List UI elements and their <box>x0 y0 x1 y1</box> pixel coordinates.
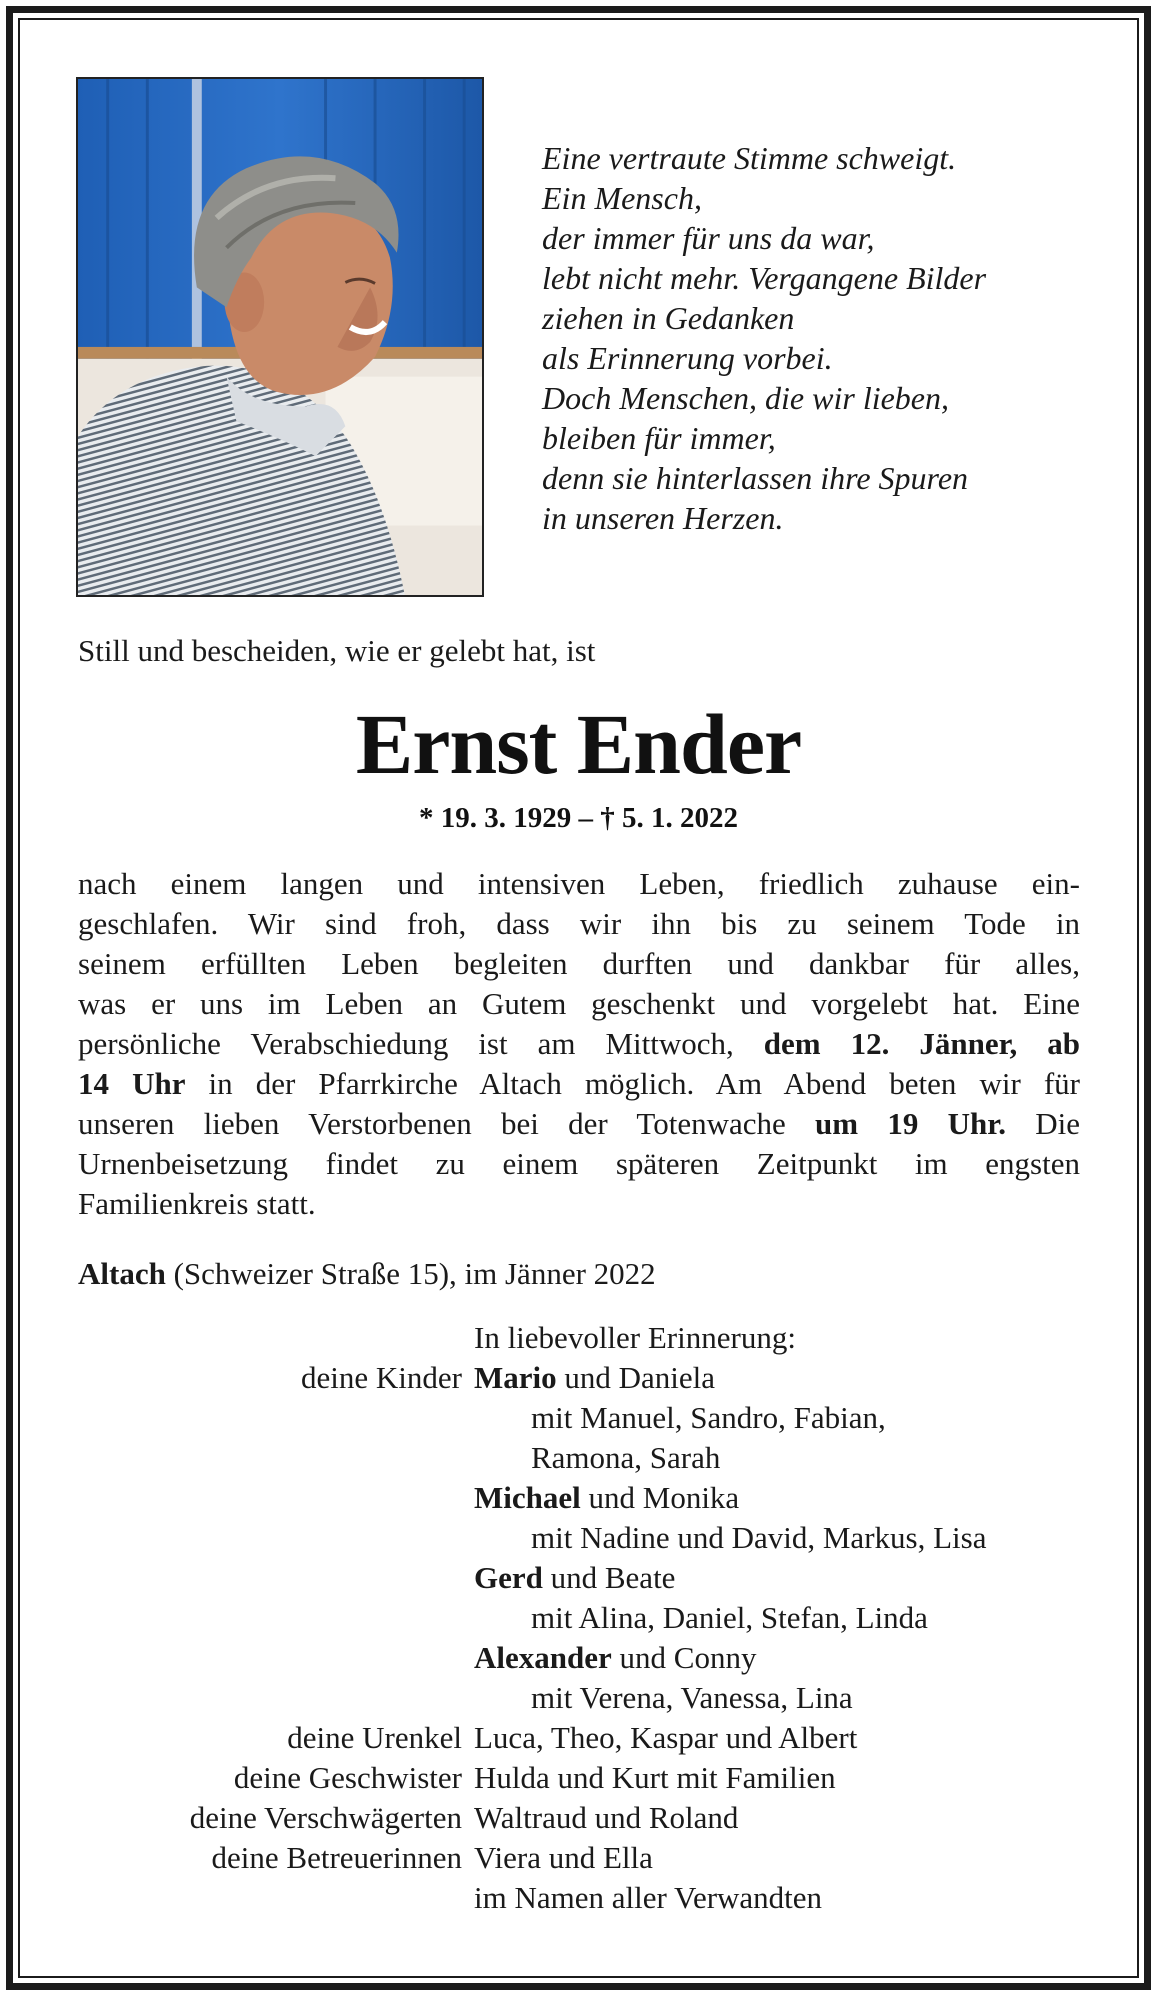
family-row <box>0 1558 1157 1598</box>
closing-line: im Namen aller Verwandten <box>474 1880 823 1915</box>
farewell-date: dem 12. Jänner, ab <box>763 1026 1080 1061</box>
poem-line: der immer für uns da war, <box>542 220 875 256</box>
family-row <box>0 1638 1157 1678</box>
relation-value: Hulda und Kurt mit Familien <box>474 1760 836 1795</box>
poem <box>542 138 1102 538</box>
poem-line: denn sie hinterlassen ihre Spuren <box>542 460 969 496</box>
family-row <box>0 1718 1157 1758</box>
life-dates: * 19. 3. 1929 – † 5. 1. 2022 <box>419 802 738 834</box>
paragraph-line: Urnenbeisetzung findet zu einem späteren Zeitpunkt im engsten <box>78 1146 1080 1181</box>
poem-line: bleiben für immer, <box>542 420 776 456</box>
relation-label: deine Kinder <box>301 1360 462 1395</box>
family-row <box>0 1678 1157 1718</box>
place-and-date <box>78 1254 656 1294</box>
family-list <box>0 1318 1157 1918</box>
family-heading-row <box>0 1318 1157 1358</box>
family-row <box>0 1878 1157 1918</box>
paragraph-line: persönliche Verabschiedung ist am Mittwoch, dem 12. Jänner, ab <box>78 1026 1080 1061</box>
family-row <box>0 1838 1157 1878</box>
paragraph-line: Familienkreis statt. <box>78 1186 316 1221</box>
relation-value: Michael und Monika <box>474 1480 740 1515</box>
relation-label: deine Urenkel <box>287 1720 462 1755</box>
grandchildren: mit Alina, Daniel, Stefan, Linda <box>531 1600 928 1635</box>
grandchildren: mit Verena, Vanessa, Lina <box>531 1680 853 1715</box>
poem-line: Ein Mensch, <box>542 180 702 216</box>
farewell-time: 14 Uhr <box>78 1066 186 1101</box>
relation-label: deine Betreuerinnen <box>211 1840 462 1875</box>
poem-line: lebt nicht mehr. Vergangene Bilder <box>542 260 987 296</box>
relation-value: Mario und Daniela <box>474 1360 716 1395</box>
wake-time: um 19 Uhr. <box>815 1106 1006 1141</box>
paragraph-line: geschlafen. Wir sind froh, dass wir ihn bis zu seinem Tode in <box>78 906 1080 941</box>
grandchildren: mit Nadine und David, Markus, Lisa <box>531 1520 987 1555</box>
family-row <box>0 1798 1157 1838</box>
paragraph-line: seinem erfüllten Leben begleiten durften und dankbar für alles, <box>78 946 1080 981</box>
relation-value: Luca, Theo, Kaspar und Albert <box>474 1720 858 1755</box>
poem-line: ziehen in Gedanken <box>542 300 795 336</box>
paragraph-line: 14 Uhr in der Pfarrkirche Altach möglich. Am Abend beten wir für <box>78 1066 1080 1101</box>
family-row <box>0 1398 1157 1438</box>
family-row <box>0 1598 1157 1638</box>
intro-text: Still und bescheiden, wie er gelebt hat, ist <box>78 633 596 668</box>
paragraph-line: was er uns im Leben an Gutem geschenkt und vorgelebt hat. Eine <box>78 986 1080 1021</box>
portrait-illustration <box>78 79 482 595</box>
announcement-paragraph <box>78 864 1080 1224</box>
poem-line: Eine vertraute Stimme schweigt. <box>542 140 957 176</box>
poem-line: als Erinnerung vorbei. <box>542 340 833 376</box>
family-row <box>0 1518 1157 1558</box>
family-heading: In liebevoller Erinnerung: <box>474 1320 796 1355</box>
family-row <box>0 1438 1157 1478</box>
relation-value: Waltraud und Roland <box>474 1800 739 1835</box>
poem-line: in unseren Herzen. <box>542 500 784 536</box>
portrait-photo <box>76 77 484 597</box>
deceased-name: Ernst Ender <box>355 696 802 792</box>
relation-value: Viera und Ella <box>474 1840 653 1875</box>
family-row <box>0 1358 1157 1398</box>
place-address: (Schweizer Straße 15), im Jänner 2022 <box>165 1256 656 1291</box>
relation-value: Alexander und Conny <box>474 1640 757 1675</box>
family-row <box>0 1758 1157 1798</box>
relation-value: Gerd und Beate <box>474 1560 676 1595</box>
relation-label: deine Geschwister <box>233 1760 462 1795</box>
place-town: Altach <box>78 1256 166 1291</box>
paragraph-line: nach einem langen und intensiven Leben, friedlich zuhause ein- <box>78 866 1080 901</box>
poem-line: Doch Menschen, die wir lieben, <box>542 380 949 416</box>
family-row <box>0 1478 1157 1518</box>
grandchildren: mit Manuel, Sandro, Fabian, <box>531 1400 886 1435</box>
grandchildren: Ramona, Sarah <box>531 1440 721 1475</box>
paragraph-line: unseren lieben Verstorbenen bei der Totenwache um 19 Uhr. Die <box>78 1106 1080 1141</box>
relation-label: deine Verschwägerten <box>189 1800 462 1835</box>
